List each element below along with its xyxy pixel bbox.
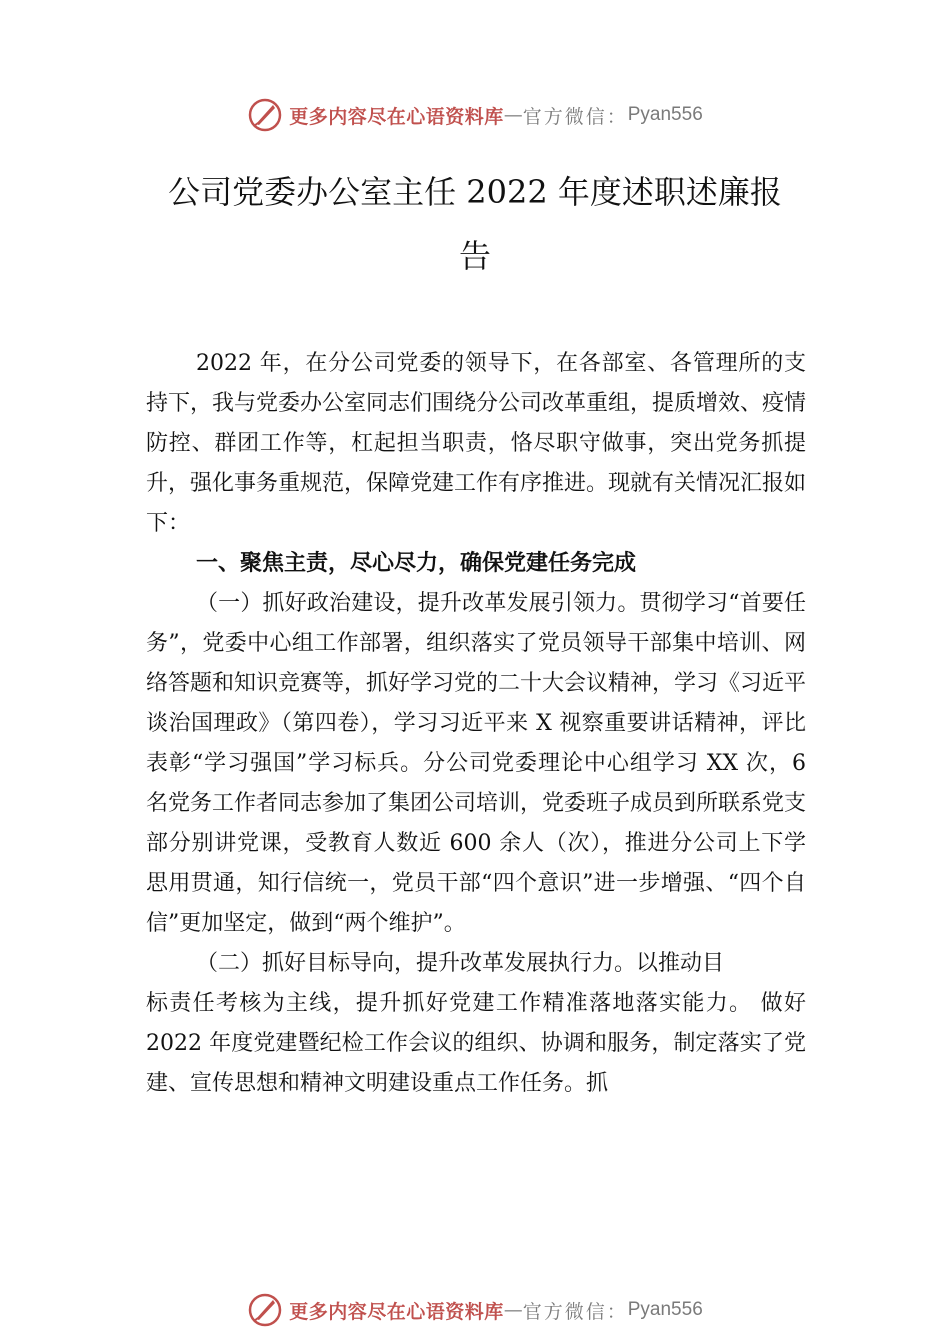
watermark-banner-top [0,95,950,135]
watermark-brand: 更多内容尽在心语资料库 [289,105,504,128]
watermark-wechat-label: 官方微信： [522,1300,628,1323]
paragraph-intro: 2022 年，在分公司党委的领导下，在各部室、各管理所的支持下，我与党委办公室同志们围绕分公司改革重组，提质增效、疫情防控、群团工作等，杠起担当职责，恪尽职守做事，突出党务抓提升，强化事务重规范，保障党建工作有序推进。现就有关情况汇报如下： [146,351,807,536]
watermark-separator: — [503,104,523,126]
paragraph-goal-oriented-line1: （二）抓好目标导向，提升改革发展执行力。以推动目 [196,951,725,976]
quill-logo-icon [247,1292,283,1328]
watermark-banner-bottom [0,1290,950,1330]
watermark-separator: — [503,1299,523,1321]
document-body [146,344,806,1104]
watermark-handle: Pyan556 [627,104,703,125]
title-line-2: 告 [458,237,491,275]
watermark-brand: 更多内容尽在心语资料库 [289,1300,504,1323]
watermark-handle: Pyan556 [627,1299,703,1320]
paragraph-political-building: （一）抓好政治建设，提升改革发展引领力。贯彻学习“首要任务”，党委中心组工作部署，组织落实了党员领导干部集中培训、网络答题和知识竞赛等，抓好学习党的二十大会议精神，学习《习近平谈治国理政》（第四卷），学习习近平来 X 视察重要讲话精神，评比表彰“学习强国”学习标兵。分公司党委理论中心组学习 XX 次，6 名党务工作者同志参加了集团公司培训，党委班子成员到所联系党支部分别讲党课，受教育人数近 600 余人（次），推进分公司上下学思用贯通，知行信统一，党员干部“四个意识”进一步增强、“四个自信”更加坚定，做到“两个维护”。 [146,591,807,936]
quill-logo-icon [247,97,283,133]
document-title [130,160,820,288]
paragraph-goal-oriented-rest: 标责任考核为主线，提升抓好党建工作精准落地落实能力。 做好 2022 年度党建暨纪检工作会议的组织、协调和服务，制定落实了党建、宣传思想和精神文明建设重点工作任务。抓 [146,991,806,1096]
section-heading-1: 一、聚焦主责，尽心尽力，确保党建任务完成 [196,551,637,576]
watermark-wechat-label: 官方微信： [522,105,628,128]
title-line-1: 公司党委办公室主任 2022 年度述职述廉报 [168,173,782,211]
